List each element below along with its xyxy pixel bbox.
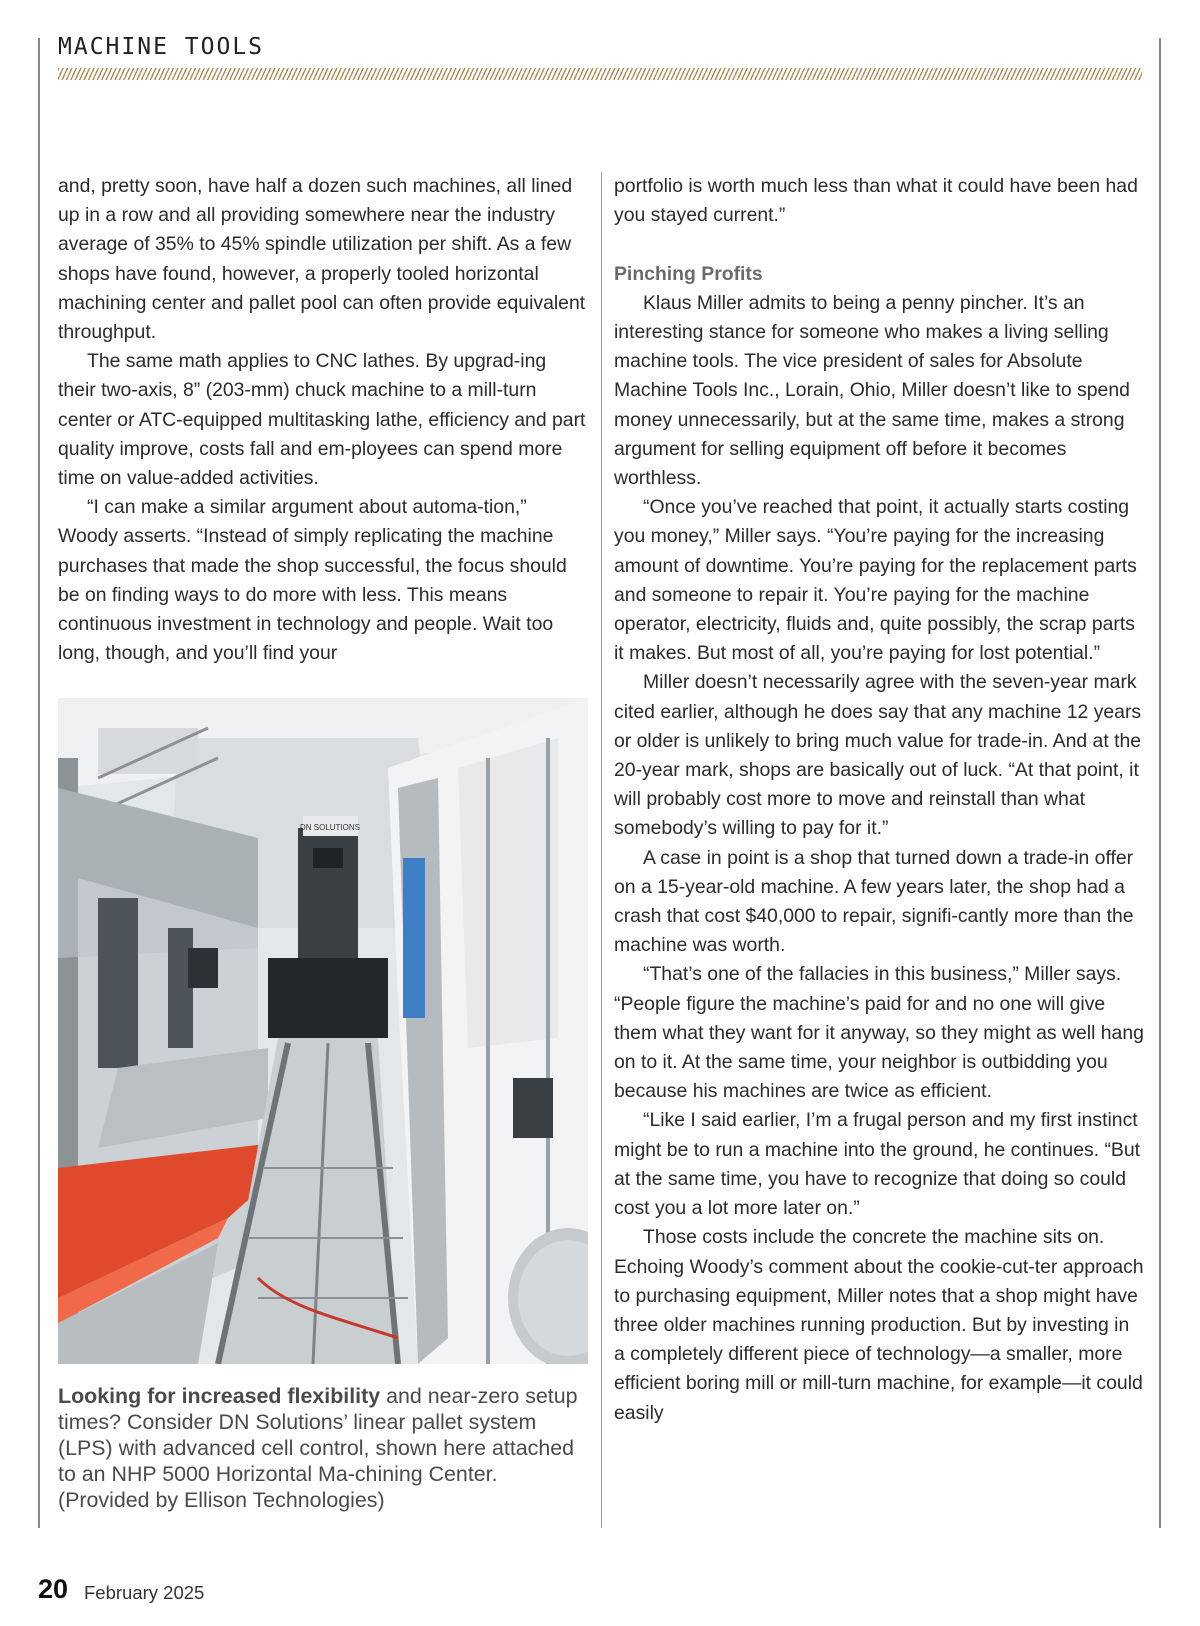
caption-lead: Looking for increased flexibility [58, 1384, 381, 1408]
right-margin-rule [1159, 38, 1161, 1528]
column-divider [601, 172, 602, 1528]
article-column-right [614, 172, 1144, 1428]
section-label: MACHINE TOOLS [58, 34, 265, 60]
paragraph: “I can make a similar argument about automa-tion,” Woody asserts. “Instead of simply replicating the machine purchases that made the shop successful, the focus should be on finding ways to do more with less. This means continuous investment in technology and people. Wait too long, though, and you’ll find your [58, 496, 567, 665]
page-number: 20 [38, 1574, 69, 1604]
paragraph: “Once you’ve reached that point, it actually starts costing you money,” Miller says. “You’re paying for the increasing amount of downtime. You’re paying for the replacement parts and someone to repair it. You’re paying for the machine operator, electricity, fluids and, quite possibly, the scrap parts it makes. But most of all, you’re paying for lost potential.” [614, 496, 1137, 665]
paragraph: The same math applies to CNC lathes. By upgrad-ing their two-axis, 8” (203-mm) chuck machine to a mill-turn center or ATC-equipped multitasking lathe, efficiency and part quality improve, costs fall and em-ployees can spend more time on value-added activities. [58, 350, 586, 490]
paragraph: and, pretty soon, have half a dozen such machines, all lined up in a row and all providing somewhere near the industry average of 35% to 45% spindle utilization per shift. As a few shops have found, however, a properly tooled horizontal machining center and pallet pool can often provide equivalent throughput. [58, 175, 586, 344]
paragraph: “That’s one of the fallacies in this business,” Miller says. “People figure the machine’s paid for and no one will give them what they want for it anyway, so they might as well hang on to it. At the same time, your neighbor is outbidding you because his machines are twice as efficient. [614, 963, 1144, 1103]
photo-machine-label: DN SOLUTIONS [299, 823, 361, 832]
paragraph: Miller doesn’t necessarily agree with the seven-year mark cited earlier, although he does say that any machine 12 years or older is unlikely to bring much value for trade-in. And at the 20-year mark, shops are basically out of luck. “At that point, it will probably cost more to move and reinstall than what somebody’s willing to pay for it.” [614, 671, 1142, 840]
paragraph: A case in point is a shop that turned down a trade-in offer on a 15-year-old machine. A few years later, the shop had a crash that cost $40,000 to repair, signifi-cantly more than the machine was worth. [614, 846, 1134, 957]
paragraph: Klaus Miller admits to being a penny pincher. It’s an interesting stance for someone who makes a living selling machine tools. The vice president of sales for Absolute Machine Tools Inc., Lorain, Ohio, Miller doesn’t like to spend money unnecessarily, but at the same time, makes a strong argument for selling equipment off before it becomes worthless. [614, 291, 1130, 490]
figure-photo-linear-pallet-system [58, 698, 588, 1364]
paragraph: “Like I said earlier, I’m a frugal person and my first instinct might be to run a machine into the ground, he continues. “But at the same time, you have to recognize that doing so could cost you a lot more later on.” [614, 1109, 1141, 1220]
caption-body: and near-zero setup times? Consider DN Solutions’ linear pallet system (LPS) with advanced cell control, shown here attached to an NHP 5000 Horizontal Ma-chining Center. (Provided by Ellison Technologies) [58, 1384, 578, 1512]
figure-caption [58, 1383, 593, 1513]
paragraph-gap [614, 230, 1144, 259]
left-margin-rule [38, 38, 40, 1528]
subhead: Pinching Profits [614, 262, 763, 285]
article-column-left [58, 172, 588, 668]
header-hatch-bar [58, 68, 1142, 80]
paragraph-continuation: portfolio is worth much less than what it could have been had you stayed current.” [614, 175, 1138, 227]
issue-date: February 2025 [84, 1582, 205, 1603]
paragraph: Those costs include the concrete the machine sits on. Echoing Woody’s comment about the cookie-cut-ter approach to purchasing equipment, Miller notes that a shop might have three older machines running production. But by investing in a completely different piece of technology—a smaller, more efficient boring mill or mill-turn machine, for example—it could easily [614, 1226, 1144, 1424]
